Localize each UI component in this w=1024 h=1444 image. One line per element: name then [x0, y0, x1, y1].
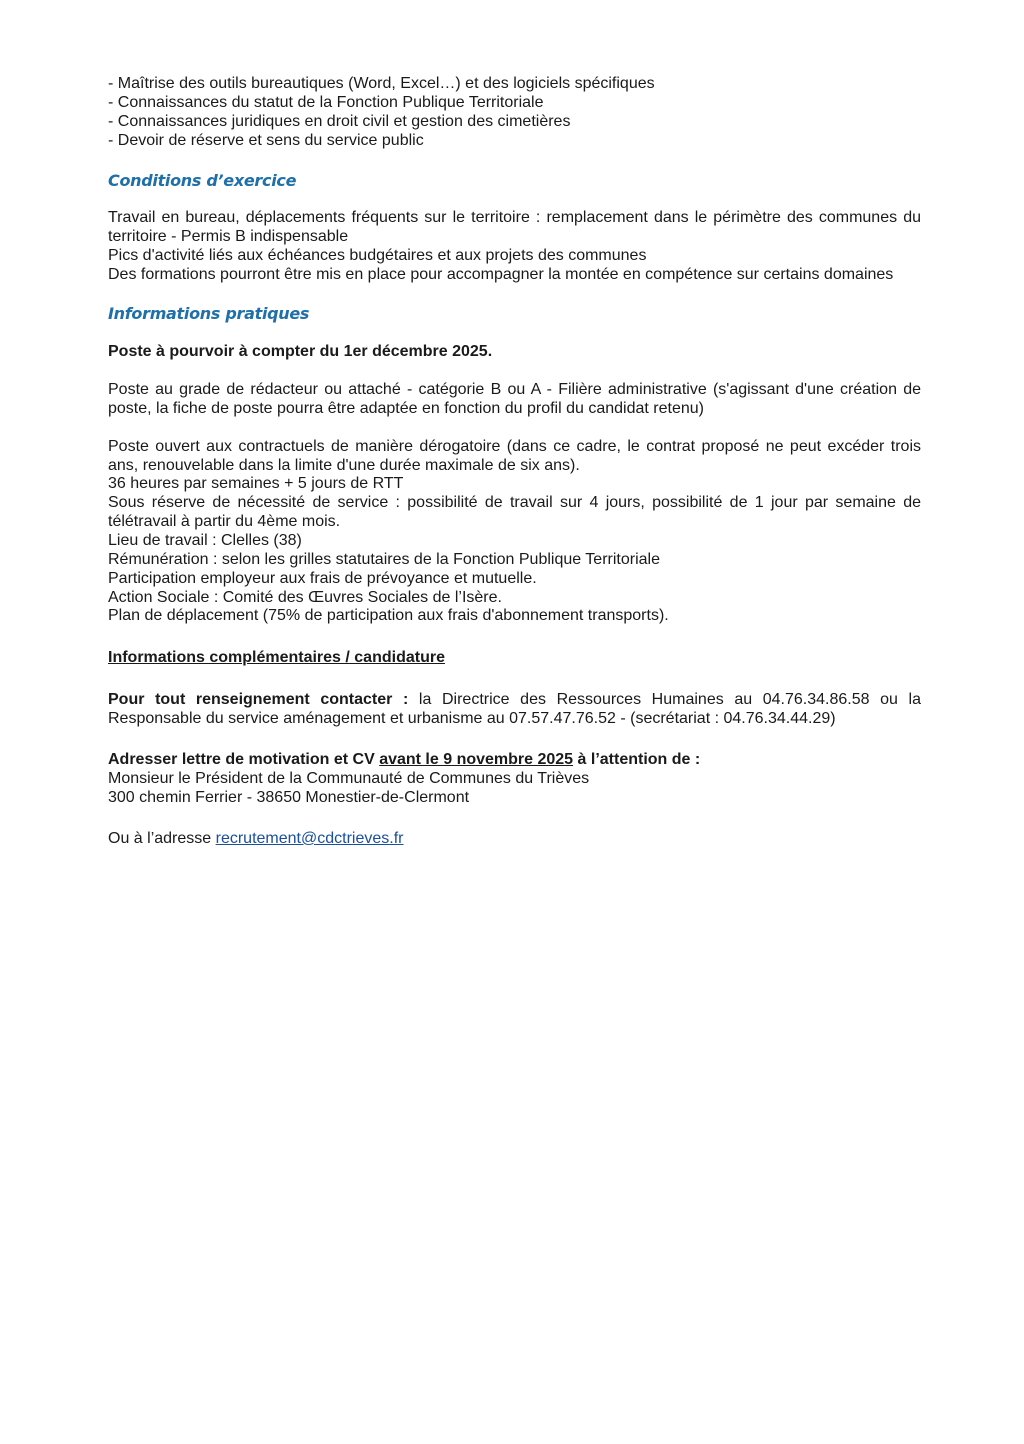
skill-item: - Maîtrise des outils bureautiques (Word, Excel…) et des logiciels spécifiques	[108, 75, 655, 92]
grade-line: poste, la fiche de poste pourra être adaptée en fonction du profil du candidat retenu)	[108, 400, 704, 417]
contact-text: la Directrice des Ressources Humaines au 04.76.34.86.58 ou la	[418, 691, 922, 708]
detail-line: télétravail à partir du 4ème mois.	[108, 513, 341, 530]
recipient: Monsieur le Président de la Communauté de Communes du Trièves	[108, 770, 590, 787]
send-instruction	[108, 750, 921, 769]
email-link[interactable]: recrutement@cdctrieves.fr	[215, 830, 404, 847]
start-date: Poste à pourvoir à compter du 1er décembre 2025.	[108, 343, 493, 360]
section-heading-conditions: Conditions d’exercice	[108, 171, 297, 190]
email-line	[108, 829, 921, 848]
conditions-line: territoire - Permis B indispensable	[108, 228, 349, 245]
skill-item: - Devoir de réserve et sens du service public	[108, 132, 424, 149]
conditions-line: Des formations pourront être mis en place pour accompagner la montée en compétence sur certains domaines	[108, 266, 894, 283]
detail-line: Action Sociale : Comité des Œuvres Sociales de l’Isère.	[108, 589, 502, 606]
contact-label: Pour tout renseignement contacter :	[108, 691, 409, 708]
section-heading-practical: Informations pratiques	[108, 304, 310, 323]
postal-address: 300 chemin Ferrier - 38650 Monestier-de-Clermont	[108, 789, 470, 806]
detail-line: Poste ouvert aux contractuels de manière dérogatoire (dans ce cadre, le contrat proposé ne peut excéder trois	[108, 438, 921, 455]
skill-item: - Connaissances du statut de la Fonction Publique Territoriale	[108, 94, 544, 111]
conditions-line: Travail en bureau, déplacements fréquents sur le territoire : remplacement dans le périmètre des communes du	[108, 209, 921, 226]
contact-line	[108, 690, 921, 709]
detail-line: 36 heures par semaines + 5 jours de RTT	[108, 475, 404, 492]
detail-line: Rémunération : selon les grilles statutaires de la Fonction Publique Territoriale	[108, 551, 660, 568]
skill-item: - Connaissances juridiques en droit civil et gestion des cimetières	[108, 113, 571, 130]
send-prefix: Adresser lettre de motivation et CV	[108, 751, 380, 768]
detail-line: ans, renouvelable dans la limite d'une durée maximale de six ans).	[108, 457, 580, 474]
section-heading-application: Informations complémentaires / candidature	[108, 649, 445, 666]
detail-line: Plan de déplacement (75% de participation aux frais d'abonnement transports).	[108, 607, 669, 624]
send-suffix: à l’attention de :	[573, 751, 701, 768]
detail-line: Lieu de travail : Clelles (38)	[108, 532, 302, 549]
email-prefix: Ou à l’adresse	[108, 830, 216, 847]
grade-line: Poste au grade de rédacteur ou attaché - catégorie B ou A - Filière administrative (s'agissant d'une création de	[108, 381, 921, 398]
conditions-line: Pics d'activité liés aux échéances budgétaires et aux projets des communes	[108, 247, 647, 264]
contact-line-2: Responsable du service aménagement et urbanisme au 07.57.47.76.52 - (secrétariat : 04.76.34.44.29)	[108, 710, 836, 727]
detail-line: Sous réserve de nécessité de service : possibilité de travail sur 4 jours, possibilité de 1 jour par semaine de	[108, 494, 921, 511]
deadline: avant le 9 novembre 2025	[379, 751, 574, 768]
detail-line: Participation employeur aux frais de prévoyance et mutuelle.	[108, 570, 537, 587]
